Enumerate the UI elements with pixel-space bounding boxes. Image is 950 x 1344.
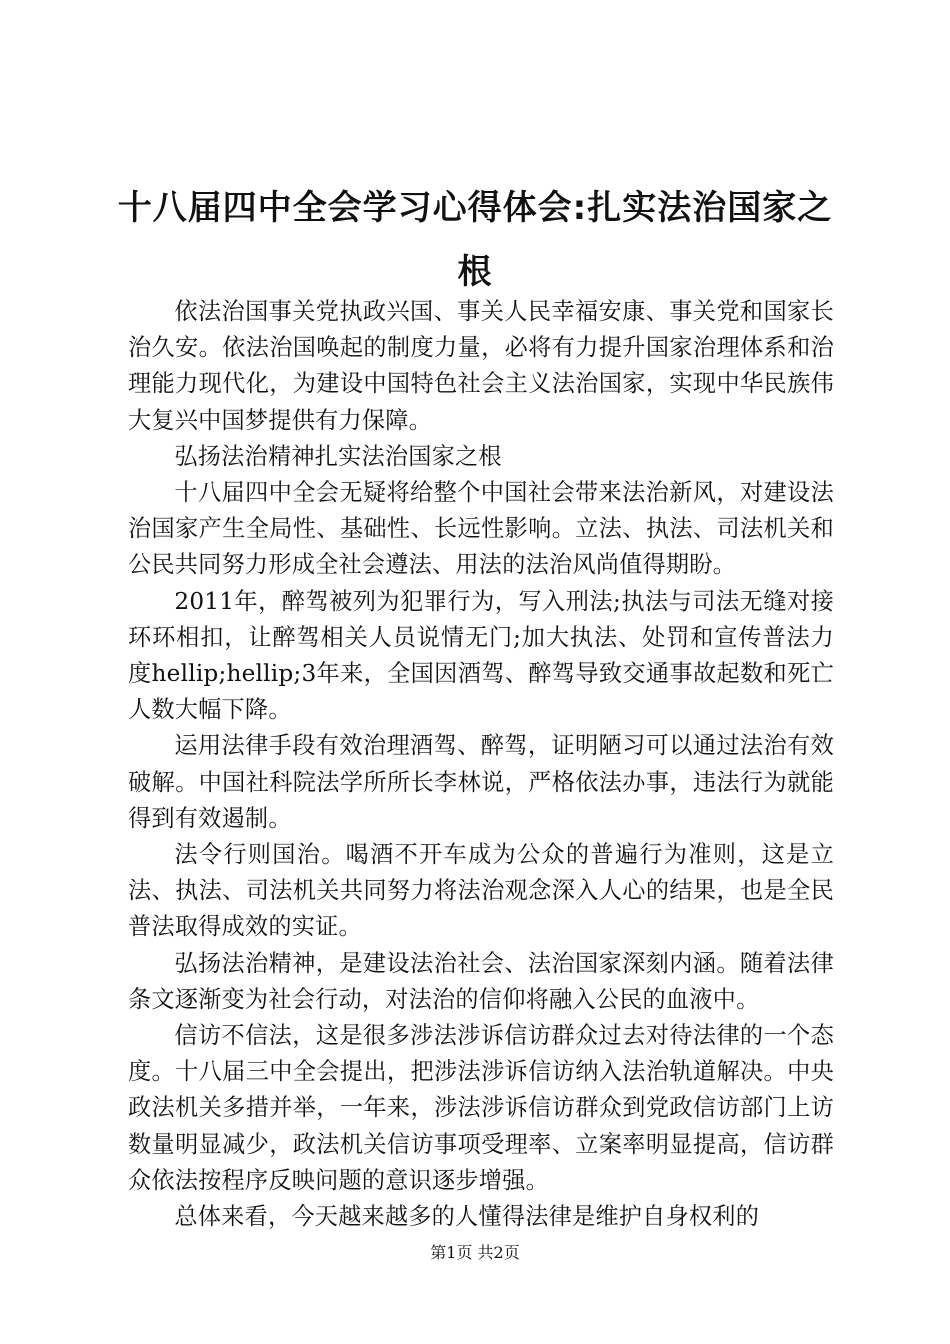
document-body: [128, 294, 834, 1235]
page-number-footer: 第1页 共2页: [430, 1243, 520, 1262]
paragraph: 总体来看，今天越来越多的人懂得法律是维护自身权利的: [174, 1203, 760, 1231]
section-heading: 弘扬法治精神扎实法治国家之根: [174, 442, 502, 470]
paragraph: 信访不信法，这是很多涉法涉诉信访群众过去对待法律的一个态度。十八届三中全会提出，把涉法涉诉信访纳入法治轨道解决。中央政法机关多措并举，一年来，涉法涉诉信访群众到党政信访部门上访数量明显减少，政法机关信访事项受理率、立案率明显提高，信访群众依法按程序反映问题的意识逐步增强。: [128, 1022, 834, 1194]
paragraph: 运用法律手段有效治理酒驾、醉驾，证明陋习可以通过法治有效破解。中国社科院法学所所长李林说，严格依法办事，违法行为就能得到有效遏制。: [128, 732, 834, 832]
paragraph: 2011年，醉驾被列为犯罪行为，写入刑法;执法与司法无缝对接环环相扣，让醉驾相关人员说情无门;加大执法、处罚和宣传普法力度hellip;hellip;3年来，全国因酒驾、醉驾导致交通事故起数和死亡人数大幅下降。: [128, 587, 834, 724]
paragraph: 十八届四中全会无疑将给整个中国社会带来法治新风，对建设法治国家产生全局性、基础性、长远性影响。立法、执法、司法机关和公民共同努力形成全社会遵法、用法的法治风尚值得期盼。: [128, 479, 834, 579]
document-title: 十八届四中全会学习心得体会:扎实法治国家之根: [117, 188, 833, 292]
paragraph: 弘扬法治精神，是建设法治社会、法治国家深刻内涵。随着法律条文逐渐变为社会行动，对法治的信仰将融入公民的血液中。: [128, 949, 834, 1013]
paragraph: 依法治国事关党执政兴国、事关人民幸福安康、事关党和国家长治久安。依法治国唤起的制度力量，必将有力提升国家治理体系和治理能力现代化，为建设中国特色社会主义法治国家，实现中华民族伟大复兴中国梦提供有力保障。: [128, 298, 834, 434]
paragraph: 法令行则国治。喝酒不开车成为公众的普遍行为准则，这是立法、执法、司法机关共同努力将法治观念深入人心的结果，也是全民普法取得成效的实证。: [128, 841, 834, 941]
